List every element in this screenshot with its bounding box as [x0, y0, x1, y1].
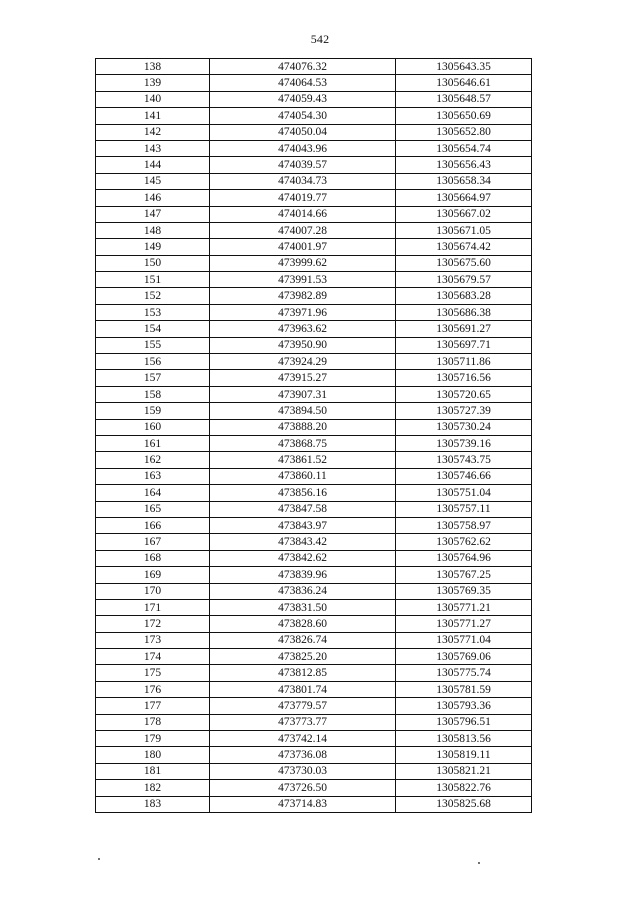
point-number-cell: 182: [96, 780, 210, 796]
table-row: [96, 550, 532, 566]
x-coordinate-cell: 473856.16: [210, 485, 396, 501]
table-row: [96, 616, 532, 632]
y-coordinate-cell: 1305781.59: [396, 681, 532, 697]
y-coordinate-cell: 1305762.62: [396, 534, 532, 550]
y-coordinate-cell: 1305648.57: [396, 91, 532, 107]
point-number-cell: 162: [96, 452, 210, 468]
x-coordinate-cell: 474050.04: [210, 124, 396, 140]
table-row: [96, 272, 532, 288]
point-number-cell: 152: [96, 288, 210, 304]
y-coordinate-cell: 1305758.97: [396, 517, 532, 533]
point-number-cell: 161: [96, 435, 210, 451]
point-number-cell: 146: [96, 190, 210, 206]
table-row: [96, 501, 532, 517]
y-coordinate-cell: 1305775.74: [396, 665, 532, 681]
x-coordinate-cell: 473726.50: [210, 780, 396, 796]
y-coordinate-cell: 1305650.69: [396, 108, 532, 124]
x-coordinate-cell: 474014.66: [210, 206, 396, 222]
y-coordinate-cell: 1305769.06: [396, 649, 532, 665]
table-row: [96, 714, 532, 730]
table-row: [96, 763, 532, 779]
table-row: [96, 206, 532, 222]
point-number-cell: 168: [96, 550, 210, 566]
y-coordinate-cell: 1305796.51: [396, 714, 532, 730]
point-number-cell: 138: [96, 59, 210, 75]
point-number-cell: 156: [96, 354, 210, 370]
x-coordinate-cell: 473773.77: [210, 714, 396, 730]
table-row: [96, 649, 532, 665]
y-coordinate-cell: 1305727.39: [396, 403, 532, 419]
x-coordinate-cell: 473861.52: [210, 452, 396, 468]
table-row: [96, 468, 532, 484]
y-coordinate-cell: 1305675.60: [396, 255, 532, 271]
point-number-cell: 158: [96, 386, 210, 402]
y-coordinate-cell: 1305646.61: [396, 75, 532, 91]
point-number-cell: 175: [96, 665, 210, 681]
y-coordinate-cell: 1305813.56: [396, 731, 532, 747]
table-row: [96, 599, 532, 615]
x-coordinate-cell: 473843.97: [210, 517, 396, 533]
table-row: [96, 321, 532, 337]
y-coordinate-cell: 1305679.57: [396, 272, 532, 288]
x-coordinate-cell: 473839.96: [210, 567, 396, 583]
x-coordinate-cell: 473847.58: [210, 501, 396, 517]
x-coordinate-cell: 473828.60: [210, 616, 396, 632]
point-number-cell: 172: [96, 616, 210, 632]
x-coordinate-cell: 473812.85: [210, 665, 396, 681]
y-coordinate-cell: 1305769.35: [396, 583, 532, 599]
y-coordinate-cell: 1305793.36: [396, 698, 532, 714]
point-number-cell: 150: [96, 255, 210, 271]
x-coordinate-cell: 473963.62: [210, 321, 396, 337]
x-coordinate-cell: 473742.14: [210, 731, 396, 747]
x-coordinate-cell: 473982.89: [210, 288, 396, 304]
point-number-cell: 164: [96, 485, 210, 501]
x-coordinate-cell: 473825.20: [210, 649, 396, 665]
point-number-cell: 155: [96, 337, 210, 353]
x-coordinate-cell: 474059.43: [210, 91, 396, 107]
table-row: [96, 567, 532, 583]
table-row: [96, 173, 532, 189]
table-row: [96, 665, 532, 681]
point-number-cell: 181: [96, 763, 210, 779]
x-coordinate-cell: 473971.96: [210, 304, 396, 320]
y-coordinate-cell: 1305771.21: [396, 599, 532, 615]
x-coordinate-cell: 473991.53: [210, 272, 396, 288]
table-row: [96, 583, 532, 599]
y-coordinate-cell: 1305664.97: [396, 190, 532, 206]
x-coordinate-cell: 473842.62: [210, 550, 396, 566]
table-row: [96, 403, 532, 419]
x-coordinate-cell: 473907.31: [210, 386, 396, 402]
point-number-cell: 149: [96, 239, 210, 255]
y-coordinate-cell: 1305751.04: [396, 485, 532, 501]
table-row: [96, 255, 532, 271]
y-coordinate-cell: 1305652.80: [396, 124, 532, 140]
y-coordinate-cell: 1305757.11: [396, 501, 532, 517]
table-row: [96, 370, 532, 386]
y-coordinate-cell: 1305746.66: [396, 468, 532, 484]
point-number-cell: 174: [96, 649, 210, 665]
table-row: [96, 304, 532, 320]
point-number-cell: 173: [96, 632, 210, 648]
table-row: [96, 239, 532, 255]
x-coordinate-cell: 473915.27: [210, 370, 396, 386]
x-coordinate-cell: 474054.30: [210, 108, 396, 124]
x-coordinate-cell: 473836.24: [210, 583, 396, 599]
point-number-cell: 141: [96, 108, 210, 124]
y-coordinate-cell: 1305691.27: [396, 321, 532, 337]
point-number-cell: 167: [96, 534, 210, 550]
point-number-cell: 142: [96, 124, 210, 140]
x-coordinate-cell: 473843.42: [210, 534, 396, 550]
y-coordinate-cell: 1305819.11: [396, 747, 532, 763]
table-row: [96, 59, 532, 75]
table-row: [96, 337, 532, 353]
x-coordinate-cell: 473826.74: [210, 632, 396, 648]
point-number-cell: 170: [96, 583, 210, 599]
x-coordinate-cell: 473801.74: [210, 681, 396, 697]
table-row: [96, 747, 532, 763]
point-number-cell: 165: [96, 501, 210, 517]
point-number-cell: 144: [96, 157, 210, 173]
table-row: [96, 517, 532, 533]
table-row: [96, 681, 532, 697]
point-number-cell: 176: [96, 681, 210, 697]
x-coordinate-cell: 474019.77: [210, 190, 396, 206]
y-coordinate-cell: 1305716.56: [396, 370, 532, 386]
scan-speck: [478, 862, 480, 864]
table-row: [96, 157, 532, 173]
x-coordinate-cell: 473779.57: [210, 698, 396, 714]
x-coordinate-cell: 473714.83: [210, 796, 396, 812]
y-coordinate-cell: 1305671.05: [396, 222, 532, 238]
x-coordinate-cell: 473860.11: [210, 468, 396, 484]
x-coordinate-cell: 473730.03: [210, 763, 396, 779]
coordinates-table-body: [96, 59, 532, 813]
y-coordinate-cell: 1305764.96: [396, 550, 532, 566]
y-coordinate-cell: 1305771.27: [396, 616, 532, 632]
page-number: 542: [310, 32, 330, 46]
coordinates-table: [95, 58, 532, 813]
point-number-cell: 143: [96, 140, 210, 156]
point-number-cell: 153: [96, 304, 210, 320]
point-number-cell: 179: [96, 731, 210, 747]
table-row: [96, 386, 532, 402]
table-row: [96, 75, 532, 91]
table-row: [96, 419, 532, 435]
y-coordinate-cell: 1305730.24: [396, 419, 532, 435]
point-number-cell: 140: [96, 91, 210, 107]
y-coordinate-cell: 1305743.75: [396, 452, 532, 468]
point-number-cell: 178: [96, 714, 210, 730]
point-number-cell: 151: [96, 272, 210, 288]
y-coordinate-cell: 1305656.43: [396, 157, 532, 173]
y-coordinate-cell: 1305825.68: [396, 796, 532, 812]
x-coordinate-cell: 474039.57: [210, 157, 396, 173]
y-coordinate-cell: 1305686.38: [396, 304, 532, 320]
y-coordinate-cell: 1305771.04: [396, 632, 532, 648]
x-coordinate-cell: 474076.32: [210, 59, 396, 75]
x-coordinate-cell: 474034.73: [210, 173, 396, 189]
y-coordinate-cell: 1305667.02: [396, 206, 532, 222]
point-number-cell: 171: [96, 599, 210, 615]
x-coordinate-cell: 474064.53: [210, 75, 396, 91]
x-coordinate-cell: 473950.90: [210, 337, 396, 353]
table-row: [96, 124, 532, 140]
point-number-cell: 157: [96, 370, 210, 386]
x-coordinate-cell: 474007.28: [210, 222, 396, 238]
table-row: [96, 354, 532, 370]
y-coordinate-cell: 1305697.71: [396, 337, 532, 353]
x-coordinate-cell: 474001.97: [210, 239, 396, 255]
point-number-cell: 159: [96, 403, 210, 419]
table-row: [96, 632, 532, 648]
table-row: [96, 435, 532, 451]
y-coordinate-cell: 1305720.65: [396, 386, 532, 402]
table-row: [96, 780, 532, 796]
point-number-cell: 163: [96, 468, 210, 484]
table-row: [96, 485, 532, 501]
table-row: [96, 140, 532, 156]
y-coordinate-cell: 1305821.21: [396, 763, 532, 779]
table-row: [96, 452, 532, 468]
point-number-cell: 154: [96, 321, 210, 337]
point-number-cell: 147: [96, 206, 210, 222]
x-coordinate-cell: 473888.20: [210, 419, 396, 435]
table-row: [96, 796, 532, 812]
table-row: [96, 288, 532, 304]
x-coordinate-cell: 473736.08: [210, 747, 396, 763]
x-coordinate-cell: 473831.50: [210, 599, 396, 615]
point-number-cell: 180: [96, 747, 210, 763]
point-number-cell: 139: [96, 75, 210, 91]
y-coordinate-cell: 1305683.28: [396, 288, 532, 304]
y-coordinate-cell: 1305739.16: [396, 435, 532, 451]
y-coordinate-cell: 1305654.74: [396, 140, 532, 156]
y-coordinate-cell: 1305822.76: [396, 780, 532, 796]
point-number-cell: 160: [96, 419, 210, 435]
y-coordinate-cell: 1305674.42: [396, 239, 532, 255]
y-coordinate-cell: 1305711.86: [396, 354, 532, 370]
table-row: [96, 534, 532, 550]
point-number-cell: 169: [96, 567, 210, 583]
scan-speck: [98, 858, 100, 860]
x-coordinate-cell: 473894.50: [210, 403, 396, 419]
table-row: [96, 91, 532, 107]
x-coordinate-cell: 473868.75: [210, 435, 396, 451]
x-coordinate-cell: 473999.62: [210, 255, 396, 271]
table-row: [96, 731, 532, 747]
table-row: [96, 108, 532, 124]
point-number-cell: 148: [96, 222, 210, 238]
coordinates-table-container: [95, 58, 531, 813]
point-number-cell: 166: [96, 517, 210, 533]
y-coordinate-cell: 1305658.34: [396, 173, 532, 189]
table-row: [96, 698, 532, 714]
table-row: [96, 190, 532, 206]
table-row: [96, 222, 532, 238]
point-number-cell: 145: [96, 173, 210, 189]
x-coordinate-cell: 474043.96: [210, 140, 396, 156]
point-number-cell: 183: [96, 796, 210, 812]
x-coordinate-cell: 473924.29: [210, 354, 396, 370]
y-coordinate-cell: 1305643.35: [396, 59, 532, 75]
y-coordinate-cell: 1305767.25: [396, 567, 532, 583]
point-number-cell: 177: [96, 698, 210, 714]
